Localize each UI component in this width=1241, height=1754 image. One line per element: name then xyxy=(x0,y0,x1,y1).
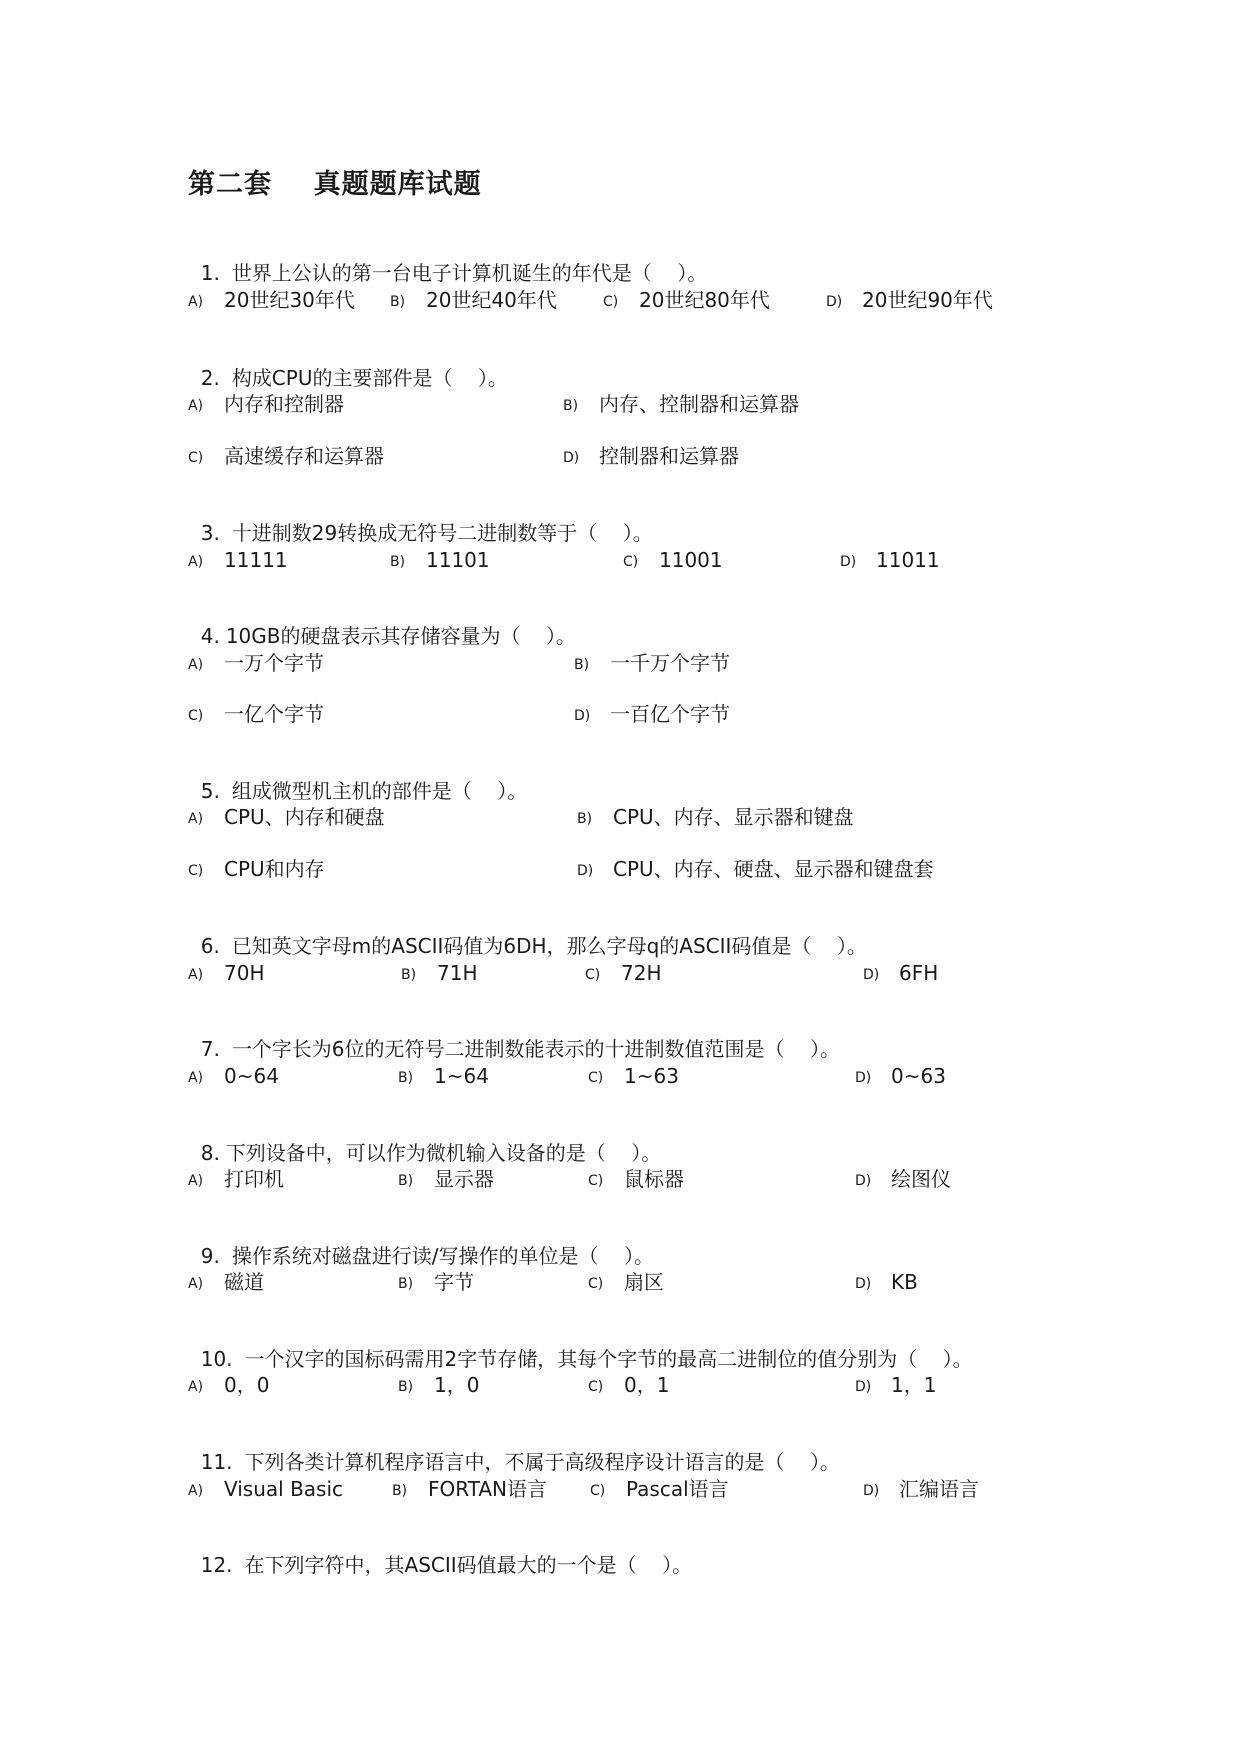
option-letter: B) xyxy=(398,1173,414,1189)
question-number: 12. xyxy=(200,1553,233,1577)
option-letter: A) xyxy=(188,1483,204,1499)
option-a xyxy=(188,650,324,678)
option-letter: B) xyxy=(563,398,579,414)
question-6 xyxy=(188,907,867,959)
question-number: 4. xyxy=(200,624,220,648)
option-letter: A) xyxy=(188,811,204,827)
option-text: 显示器 xyxy=(434,1167,494,1191)
question-9 xyxy=(188,1217,654,1269)
option-letter: D) xyxy=(855,1379,872,1395)
question-text: 操作系统对磁盘进行读/写操作的单位是（ ）。 xyxy=(231,1244,654,1268)
option-d xyxy=(577,856,934,884)
option-letter: A) xyxy=(188,1173,204,1189)
option-text: Pascal语言 xyxy=(626,1477,729,1501)
option-letter: B) xyxy=(392,1483,408,1499)
question-number: 9. xyxy=(200,1244,220,1268)
question-text: 一个字长为6位的无符号二进制数能表示的十进制数值范围是（ ）。 xyxy=(231,1037,840,1061)
option-text: 11111 xyxy=(224,548,288,572)
question-number: 8. xyxy=(200,1141,220,1165)
option-b xyxy=(390,547,490,575)
option-letter: A) xyxy=(188,294,204,310)
option-c xyxy=(623,547,723,575)
option-a xyxy=(188,547,288,575)
option-letter: D) xyxy=(826,294,843,310)
option-a xyxy=(188,1372,269,1400)
option-b xyxy=(401,960,478,988)
option-letter: D) xyxy=(855,1173,872,1189)
option-b xyxy=(563,391,799,419)
option-letter: B) xyxy=(398,1379,414,1395)
option-letter: C) xyxy=(590,1483,606,1499)
option-d xyxy=(855,1372,936,1400)
option-text: 一万个字节 xyxy=(224,651,324,675)
option-letter: D) xyxy=(855,1276,872,1292)
question-number: 11. xyxy=(200,1450,233,1474)
option-letter: D) xyxy=(840,554,857,570)
option-c xyxy=(588,1372,669,1400)
question-8 xyxy=(188,1114,661,1166)
question-number: 6. xyxy=(200,934,220,958)
option-letter: C) xyxy=(588,1276,604,1292)
question-11 xyxy=(188,1423,840,1475)
option-letter: C) xyxy=(603,294,619,310)
option-a xyxy=(188,1166,284,1194)
option-text: 控制器和运算器 xyxy=(599,444,739,468)
option-letter: D) xyxy=(863,967,880,983)
question-number: 1. xyxy=(200,261,220,285)
question-text: 下列各类计算机程序语言中，不属于高级程序设计语言的是（ ）。 xyxy=(244,1450,840,1474)
option-letter: C) xyxy=(623,554,639,570)
option-letter: C) xyxy=(585,967,601,983)
option-d xyxy=(855,1063,946,1091)
option-text: FORTAN语言 xyxy=(428,1477,547,1501)
option-b xyxy=(398,1269,474,1297)
question-5 xyxy=(188,752,527,804)
option-d xyxy=(840,547,940,575)
option-letter: A) xyxy=(188,1379,204,1395)
option-text: 一千万个字节 xyxy=(610,651,730,675)
question-text: 一个汉字的国标码需用2字节存储，其每个字节的最高二进制位的值分别为（ ）。 xyxy=(244,1347,973,1371)
page-title: 第二套 真题题库试题 xyxy=(188,169,482,200)
option-text: 20世纪80年代 xyxy=(639,288,770,312)
option-text: 绘图仪 xyxy=(891,1167,951,1191)
option-c xyxy=(188,856,325,884)
option-text: 11011 xyxy=(876,548,940,572)
option-text: 1~63 xyxy=(624,1064,679,1088)
option-b xyxy=(390,287,557,315)
option-c xyxy=(588,1269,664,1297)
option-text: 磁道 xyxy=(224,1270,264,1294)
option-a xyxy=(188,287,355,315)
option-text: 1，1 xyxy=(891,1373,937,1397)
option-letter: B) xyxy=(398,1276,414,1292)
option-d xyxy=(855,1269,918,1297)
option-text: 6FH xyxy=(899,961,939,985)
option-letter: A) xyxy=(188,967,204,983)
option-c xyxy=(603,287,770,315)
option-letter: B) xyxy=(390,294,406,310)
option-text: 11001 xyxy=(659,548,723,572)
option-c xyxy=(588,1063,679,1091)
option-a xyxy=(188,1063,279,1091)
option-letter: D) xyxy=(855,1070,872,1086)
option-letter: B) xyxy=(577,811,593,827)
option-text: 71H xyxy=(437,961,478,985)
question-number: 10. xyxy=(200,1347,233,1371)
option-letter: A) xyxy=(188,554,204,570)
option-c xyxy=(188,701,324,729)
option-letter: D) xyxy=(577,863,594,879)
option-b xyxy=(392,1476,547,1504)
question-number: 7. xyxy=(200,1037,220,1061)
option-text: 汇编语言 xyxy=(899,1477,979,1501)
option-d xyxy=(826,287,993,315)
option-text: 20世纪90年代 xyxy=(862,288,993,312)
question-number: 2. xyxy=(200,366,220,390)
option-d xyxy=(863,1476,979,1504)
question-text: 在下列字符中，其ASCII码值最大的一个是（ ）。 xyxy=(244,1553,693,1577)
question-text: 下列设备中，可以作为微机输入设备的是（ ）。 xyxy=(225,1141,662,1165)
option-b xyxy=(398,1063,489,1091)
option-text: Visual Basic xyxy=(224,1477,344,1501)
question-number: 3. xyxy=(200,521,220,545)
option-letter: C) xyxy=(188,450,204,466)
option-letter: A) xyxy=(188,1070,204,1086)
option-c xyxy=(590,1476,729,1504)
option-a xyxy=(188,391,344,419)
option-text: 一亿个字节 xyxy=(224,702,324,726)
question-text: 已知英文字母m的ASCII码值为6DH，那么字母q的ASCII码值是（ ）。 xyxy=(231,934,867,958)
option-text: 1~64 xyxy=(434,1064,489,1088)
question-12 xyxy=(188,1526,692,1578)
option-text: 20世纪30年代 xyxy=(224,288,355,312)
question-10 xyxy=(188,1320,973,1372)
option-letter: C) xyxy=(588,1070,604,1086)
option-letter: B) xyxy=(398,1070,414,1086)
option-d xyxy=(563,443,739,471)
option-text: 内存、控制器和运算器 xyxy=(599,392,799,416)
option-letter: D) xyxy=(563,450,580,466)
question-text: 10GB的硬盘表示其存储容量为（ ）。 xyxy=(225,624,576,648)
option-letter: D) xyxy=(574,708,591,724)
option-text: 打印机 xyxy=(224,1167,284,1191)
option-b xyxy=(398,1372,479,1400)
question-text: 组成微型机主机的部件是（ ）。 xyxy=(231,779,528,803)
option-letter: B) xyxy=(401,967,417,983)
option-text: 1，0 xyxy=(434,1373,480,1397)
option-letter: B) xyxy=(390,554,406,570)
option-letter: C) xyxy=(588,1379,604,1395)
option-text: 72H xyxy=(621,961,662,985)
option-text: 鼠标器 xyxy=(624,1167,684,1191)
option-b xyxy=(398,1166,494,1194)
option-letter: C) xyxy=(188,863,204,879)
option-d xyxy=(574,701,730,729)
option-text: KB xyxy=(891,1270,918,1294)
question-7 xyxy=(188,1010,840,1062)
question-number: 5. xyxy=(200,779,220,803)
option-text: 字节 xyxy=(434,1270,474,1294)
question-1 xyxy=(188,234,707,286)
option-letter: C) xyxy=(588,1173,604,1189)
option-text: CPU和内存 xyxy=(224,857,325,881)
option-a xyxy=(188,960,265,988)
option-text: 一百亿个字节 xyxy=(610,702,730,726)
option-letter: B) xyxy=(574,657,590,673)
option-c xyxy=(585,960,662,988)
question-text: 十进制数29转换成无符号二进制数等于（ ）。 xyxy=(231,521,653,545)
option-text: 0，0 xyxy=(224,1373,270,1397)
option-letter: C) xyxy=(188,708,204,724)
option-a xyxy=(188,1269,264,1297)
option-text: CPU、内存、硬盘、显示器和键盘套 xyxy=(613,857,934,881)
option-text: CPU、内存、显示器和键盘 xyxy=(613,805,854,829)
option-text: 0~64 xyxy=(224,1064,279,1088)
option-c xyxy=(188,443,384,471)
option-text: CPU、内存和硬盘 xyxy=(224,805,385,829)
option-d xyxy=(863,960,938,988)
option-b xyxy=(577,804,854,832)
option-b xyxy=(574,650,730,678)
option-a xyxy=(188,804,385,832)
question-text: 世界上公认的第一台电子计算机诞生的年代是（ ）。 xyxy=(231,261,708,285)
option-a xyxy=(188,1476,343,1504)
option-text: 扇区 xyxy=(624,1270,664,1294)
option-text: 11101 xyxy=(426,548,490,572)
question-text: 构成CPU的主要部件是（ ）。 xyxy=(231,366,508,390)
option-text: 0~63 xyxy=(891,1064,946,1088)
option-text: 0，1 xyxy=(624,1373,670,1397)
option-letter: A) xyxy=(188,657,204,673)
option-text: 内存和控制器 xyxy=(224,392,344,416)
option-letter: D) xyxy=(863,1483,880,1499)
option-d xyxy=(855,1166,951,1194)
option-text: 高速缓存和运算器 xyxy=(224,444,384,468)
option-text: 70H xyxy=(224,961,265,985)
question-3 xyxy=(188,494,653,546)
option-text: 20世纪40年代 xyxy=(426,288,557,312)
option-letter: A) xyxy=(188,398,204,414)
option-letter: A) xyxy=(188,1276,204,1292)
question-4 xyxy=(188,597,576,649)
question-2 xyxy=(188,339,508,391)
option-c xyxy=(588,1166,684,1194)
